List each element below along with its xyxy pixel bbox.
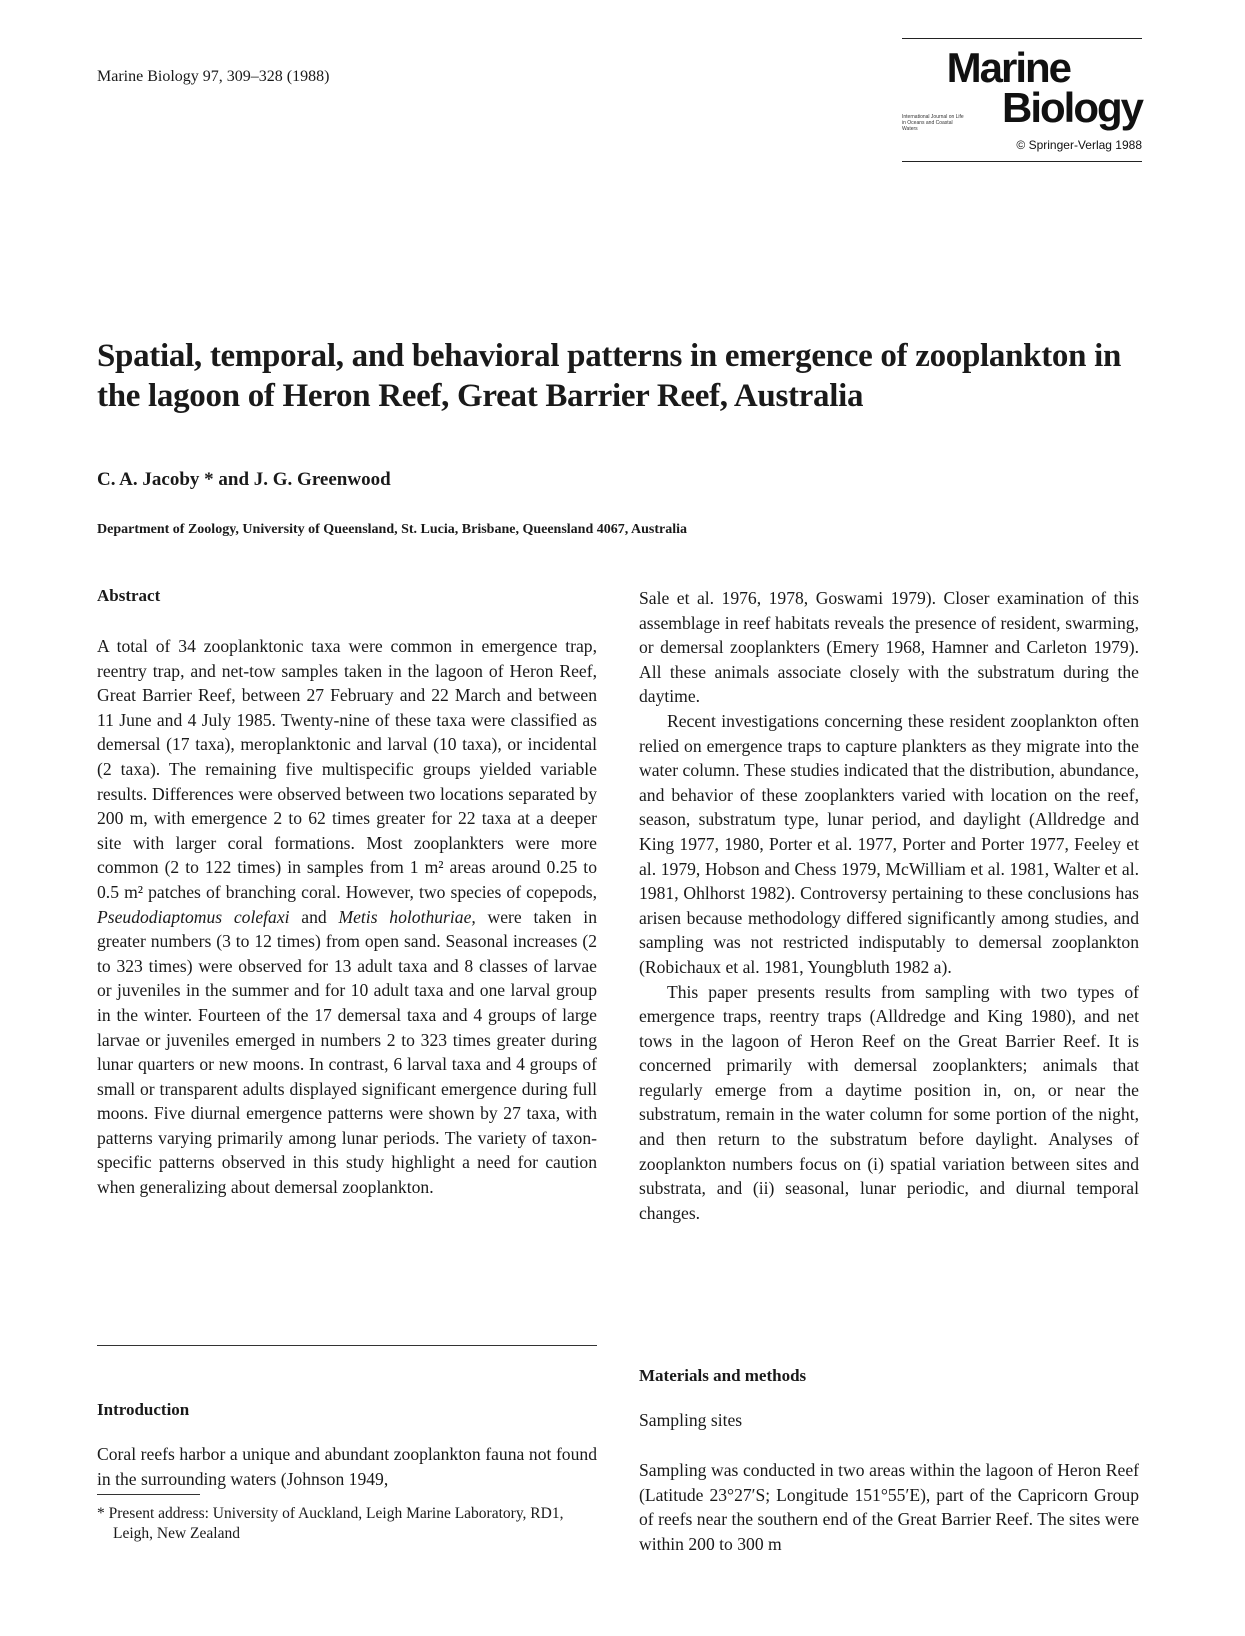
right-column <box>639 586 1139 1225</box>
journal-logo <box>902 38 1142 162</box>
species-name: Metis holothuriae, <box>338 906 476 927</box>
sampling-sites-subheading: Sampling sites <box>639 1410 743 1430</box>
species-name: Pseudodiaptomus colefaxi <box>97 906 290 927</box>
footnote-divider <box>97 1494 200 1495</box>
introduction-heading: Introduction <box>97 1400 190 1419</box>
logo-bottom-rule <box>902 161 1142 162</box>
footnote: * Present address: University of Auckland, Leigh Marine Laboratory, RD1, Leigh, New Zealand <box>97 1505 564 1542</box>
logo-copyright: © Springer-Verlag 1988 <box>1016 138 1142 152</box>
article-authors: C. A. Jacoby * and J. G. Greenwood <box>97 469 391 490</box>
abstract-text: A total of 34 zooplanktonic taxa were common in emergence trap, reentry trap, and net-tow samples taken in the lagoon of Heron Reef, Great Barrier Reef, between 27 February and 22 March and between 11 June and 4 July 1985. Twenty-nine of these taxa were classified as demersal (17 taxa), meroplanktonic and larval (10 taxa), or incidental (2 taxa). The remaining five multispecific groups yielded variable results. Differences were observed between two locations separated by 200 m, with emergence 2 to 62 times greater for 22 taxa at a deeper site with larger coral formations. Most zooplankters were more common (2 to 122 times) in samples from 1 m² areas around 0.25 to 0.5 m² patches of branching coral. However, two species of copepods, Pseudodiaptomus colefaxi and Metis holothuriae, were taken in greater numbers (3 to 12 times) from open sand. Seasonal increases (2 to 323 times) were observed for 13 adult taxa and 8 classes of larvae or juveniles in the summer and for 10 adult taxa and one larval group in the winter. Fourteen of the 17 demersal taxa and 4 groups of large larvae or juveniles emerged in numbers 2 to 323 times greater during lunar quarters or new moons. In contrast, 6 larval taxa and 4 groups of small or transparent adults displayed significant emergence during full moons. Five diurnal emergence patterns were shown by 27 taxa, with patterns varying primarily among lunar periods. The variety of taxon-specific patterns observed in this study highlight a need for caution when generalizing about demersal zooplankton. <box>97 636 597 1198</box>
article-title: Spatial, temporal, and behavioral patterns in emergence of zooplankton in the lagoon of Heron Reef, Great Barrier Reef, Australia <box>97 338 1122 414</box>
author-affiliation: Department of Zoology, University of Queensland, St. Lucia, Brisbane, Queensland 4067, Australia <box>97 522 687 537</box>
abstract-divider <box>97 1345 597 1346</box>
logo-top-rule <box>902 38 1142 39</box>
journal-citation: Marine Biology 97, 309–328 (1988) <box>97 68 330 85</box>
logo-word-biology: Biology <box>1002 84 1142 131</box>
sampling-sites-text: Sampling was conducted in two areas within the lagoon of Heron Reef (Latitude 23°27′S; Longitude 151°55′E), part of the Capricorn Group of reefs near the southern end of the Great Barrier Reef. The sites were within 200 to 300 m <box>639 1460 1139 1554</box>
logo-word-marine: Marine <box>946 44 1070 91</box>
abstract-heading: Abstract <box>97 586 161 605</box>
methods-heading: Materials and methods <box>639 1366 807 1385</box>
paragraph: Sale et al. 1976, 1978, Goswami 1979). Closer examination of this assemblage in reef habitats reveals the presence of resident, swarming, or demersal zooplankters (Emery 1968, Hamner and Carleton 1979). All these animals associate closely with the substratum during the daytime. <box>639 588 1139 707</box>
logo-tagline: International Journal on Life in Oceans and Coastal Waters <box>902 114 964 132</box>
paragraph: Recent investigations concerning these resident zooplankton often relied on emergence traps to capture plankters as they migrate into the water column. These studies indicated that the distribution, abundance, and behavior of these zooplankters varied with location on the reef, season, substratum type, lunar period, and daylight (Alldredge and King 1977, 1980, Porter et al. 1977, Porter and Porter 1977, Feeley et al. 1979, Hobson and Chess 1979, McWilliam et al. 1981, Walter et al. 1981, Ohlhorst 1982). Controversy pertaining to these conclusions has arisen because methodology differed significantly among studies, and sampling was not restricted indisputably to demersal zooplankton (Robichaux et al. 1981, Youngbluth 1982 a). <box>639 710 1139 977</box>
paragraph: This paper presents results from sampling with two types of emergence traps, reentry traps (Alldredge and King 1980), and net tows in the lagoon of Heron Reef on the Great Barrier Reef. It is concerned primarily with demersal zooplankters; animals that regularly emerge from a daytime position in, on, or near the substratum, remain in the water column for some portion of the night, and then return to the substratum before daylight. Analyses of zooplankton numbers focus on (i) spatial variation between sites and substrata, and (ii) seasonal, lunar periodic, and diurnal temporal changes. <box>639 981 1139 1223</box>
introduction-text: Coral reefs harbor a unique and abundant zooplankton fauna not found in the surrounding waters (Johnson 1949, <box>97 1444 597 1489</box>
